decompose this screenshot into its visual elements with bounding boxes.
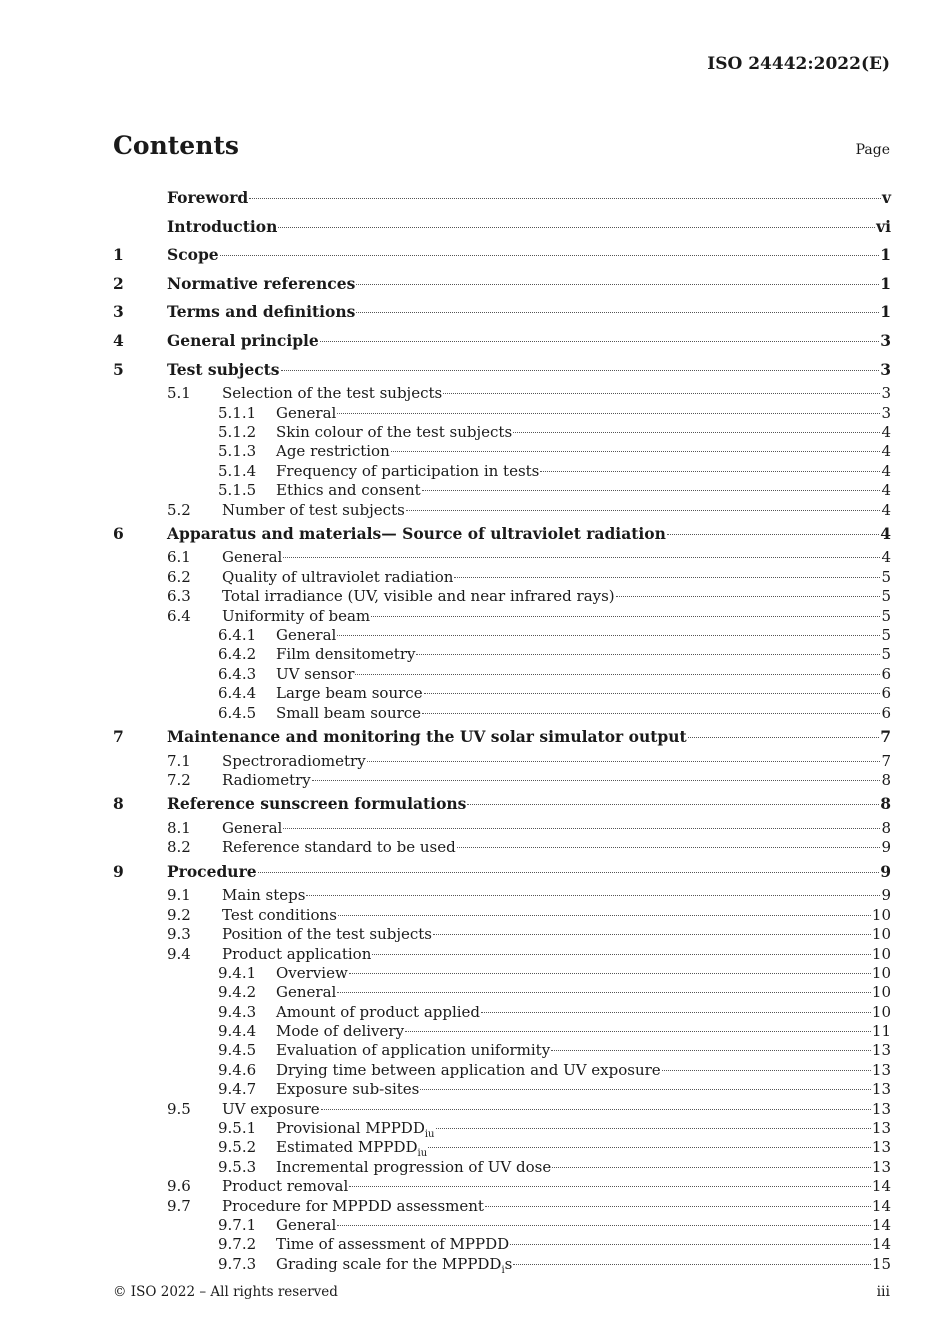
toc-entry-page: 8: [880, 794, 891, 814]
toc-entry-number: 9.5: [167, 1099, 191, 1118]
toc-entry-number: 9.7: [167, 1196, 191, 1215]
dot-leader: [616, 595, 881, 597]
toc-entry[interactable]: [113, 790, 891, 819]
toc-entry-title: Reference standard to be used: [222, 838, 456, 857]
toc-entry-page: 3: [880, 359, 891, 379]
dot-leader: [337, 1224, 871, 1226]
toc-entry-number: 5.1.1: [218, 403, 257, 422]
toc-entry[interactable]: [113, 964, 891, 983]
toc-entry-number: 9.4.2: [218, 983, 257, 1002]
toc-entry-page: 13: [871, 1157, 891, 1176]
toc-entry-number: 6.4.1: [218, 626, 257, 645]
toc-entry[interactable]: [113, 270, 891, 299]
toc-entry-number: 9.4.4: [218, 1022, 257, 1041]
toc-entry-page: 5: [881, 606, 891, 625]
toc-entry-title: Skin colour of the test subjects: [276, 422, 513, 441]
toc-entry-page: 13: [871, 1060, 891, 1079]
toc-entry[interactable]: [113, 548, 891, 567]
toc-entry-number: 6.4.3: [218, 664, 257, 683]
toc-entry-title: Estimated $MPPDD_{iu}$: [276, 1138, 428, 1160]
toc-entry-page: 10: [871, 1002, 891, 1021]
dot-leader: [416, 653, 880, 655]
dot-leader: [422, 712, 880, 714]
dot-leader: [356, 311, 879, 313]
dot-leader: [337, 991, 871, 993]
toc-entry-title: Product application: [222, 944, 372, 963]
toc-entry-page: 9: [881, 886, 891, 905]
toc-entry-page: 4: [881, 422, 891, 441]
toc-entry-title: General: [276, 403, 337, 422]
toc-entry-page: vi: [876, 216, 891, 236]
dot-leader: [349, 1185, 871, 1187]
toc-entry-number: 5.1.4: [218, 461, 257, 480]
toc-entry-number: 9: [113, 861, 124, 881]
toc-entry-page: 13: [871, 1041, 891, 1060]
toc-entry-title: Introduction: [167, 216, 278, 236]
toc-entry-number: 9.4.5: [218, 1041, 257, 1060]
toc-entry-page: 9: [880, 861, 891, 881]
toc-entry-page: v: [881, 188, 891, 207]
dot-leader: [355, 673, 880, 675]
toc-entry[interactable]: [113, 298, 891, 327]
dot-leader: [320, 340, 879, 342]
toc-entry-number: 8: [113, 794, 124, 814]
toc-entry-page: 3: [881, 403, 891, 422]
toc-entry-number: 9.5.2: [218, 1138, 257, 1157]
toc-entry[interactable]: [113, 1138, 891, 1160]
toc-entry-title: General: [222, 818, 283, 837]
toc-entry[interactable]: [113, 1100, 891, 1119]
toc-entry-title: Uniformity of beam: [222, 606, 371, 625]
toc-entry[interactable]: [113, 771, 891, 790]
toc-entry[interactable]: [113, 704, 891, 723]
toc-entry-page: 4: [881, 461, 891, 480]
toc-entry-page: 10: [871, 963, 891, 982]
dot-leader: [552, 1166, 871, 1168]
toc-entry-number: 5.1: [167, 384, 191, 403]
dot-leader: [367, 760, 881, 762]
toc-entry-title: General: [276, 1215, 337, 1234]
dot-leader: [443, 392, 880, 394]
toc-entry-title: Foreword: [167, 188, 249, 207]
toc-entry-title: Age restriction: [276, 442, 390, 461]
toc-entry-title: Quality of ultraviolet radiation: [222, 567, 454, 586]
toc-entry-number: 6.4.4: [218, 684, 257, 703]
dot-leader: [406, 509, 881, 511]
dot-leader: [372, 953, 871, 955]
toc-entry-number: 9.4.1: [218, 963, 257, 982]
toc-entry-page: 5: [881, 645, 891, 664]
toc-entry-title: Incremental progression of UV dose: [276, 1157, 552, 1176]
dot-leader: [391, 450, 881, 452]
toc-entry-number: 9.7.1: [218, 1215, 257, 1234]
toc-entry[interactable]: [113, 184, 891, 213]
toc-entry-page: 13: [871, 1138, 891, 1157]
toc-entry-number: 5.1.5: [218, 481, 257, 500]
toc-entry-number: 9.2: [167, 905, 191, 924]
toc-entry-title: UV exposure: [222, 1099, 320, 1118]
toc-entry-number: 9.4.7: [218, 1080, 257, 1099]
dot-leader: [436, 1127, 871, 1129]
toc-entry-page: 10: [871, 925, 891, 944]
toc-entry-title: Test conditions: [222, 905, 337, 924]
toc-entry-number: 5.2: [167, 500, 191, 519]
toc-entry-number: 6.2: [167, 567, 191, 586]
toc-entry-page: 5: [881, 567, 891, 586]
toc-entry-title: Spectroradiometry: [222, 751, 366, 770]
dot-leader: [312, 779, 881, 781]
toc-entry-page: 5: [881, 587, 891, 606]
toc-entry-title: General: [222, 548, 283, 567]
toc-entry-number: 1: [113, 245, 124, 265]
toc-entry-page: 8: [881, 818, 891, 837]
toc-entry[interactable]: [113, 752, 891, 771]
toc-entry[interactable]: [113, 665, 891, 684]
dot-leader: [481, 1011, 871, 1013]
dot-leader: [278, 226, 875, 228]
toc-entry-title: Reference sunscreen formulations: [167, 794, 467, 814]
toc-entry-number: 7.1: [167, 751, 191, 770]
dot-leader: [467, 803, 879, 805]
toc-entry-number: 6: [113, 523, 124, 543]
toc-entry-page: 4: [881, 481, 891, 500]
toc-entry[interactable]: [113, 645, 891, 664]
toc-entry[interactable]: [113, 462, 891, 481]
dot-leader: [337, 412, 880, 414]
toc-entry-title: Exposure sub-sites: [276, 1080, 420, 1099]
toc-entry-subscript: iu: [417, 1148, 428, 1160]
toc-entry-number: 9.1: [167, 886, 191, 905]
toc-entry-number: 9.7.2: [218, 1235, 257, 1254]
toc-entry-title: General: [276, 983, 337, 1002]
dot-leader: [405, 1030, 871, 1032]
toc-entry-page: 10: [871, 983, 891, 1002]
toc-entry-title: Normative references: [167, 273, 356, 293]
toc-entry-page: 14: [871, 1177, 891, 1196]
toc-entry[interactable]: [113, 1235, 891, 1254]
toc-entry-title: Procedure for MPPDD assessment: [222, 1196, 484, 1215]
toc-entry[interactable]: [113, 607, 891, 626]
toc-entry-number: 9.6: [167, 1177, 191, 1196]
toc-entry-page: 1: [880, 273, 891, 293]
toc-entry-number: 7: [113, 727, 124, 746]
toc-entry-title: Selection of the test subjects: [222, 384, 443, 403]
toc-entry-page: 10: [871, 944, 891, 963]
toc-entry[interactable]: [113, 1061, 891, 1080]
toc-entry[interactable]: [113, 442, 891, 461]
toc-entry-title: Large beam source: [276, 684, 423, 703]
toc-entry[interactable]: [113, 587, 891, 606]
toc-entry-title: Terms and definitions: [167, 302, 356, 322]
toc-entry-page: 8: [881, 770, 891, 789]
dot-leader: [283, 827, 880, 829]
toc-entry[interactable]: [113, 1022, 891, 1041]
toc-entry-page: 15: [871, 1254, 891, 1273]
toc-entry-page: 13: [871, 1119, 891, 1138]
toc-entry[interactable]: [113, 723, 891, 752]
toc-entry-page: 14: [871, 1196, 891, 1215]
toc-entry-number: 9.7.3: [218, 1254, 257, 1273]
toc-entry-subscript: i: [501, 1264, 505, 1276]
toc-entry-title: Overview: [276, 963, 348, 982]
toc-entry-title: Drying time between application and UV exposure: [276, 1060, 661, 1079]
toc-entry[interactable]: [113, 327, 891, 356]
dot-leader: [283, 556, 880, 558]
toc-entry[interactable]: [113, 1177, 891, 1196]
toc-entry[interactable]: [113, 423, 891, 442]
dot-leader: [667, 533, 879, 535]
page-number: iii: [876, 1284, 890, 1300]
toc-entry-title: Amount of product applied: [276, 1002, 481, 1021]
toc-entry-title: Time of assessment of MPPDD: [276, 1235, 510, 1254]
toc-entry-number: 6.4.5: [218, 703, 257, 722]
dot-leader: [454, 576, 880, 578]
toc-entry-title: Total irradiance (UV, visible and near infrared rays): [222, 587, 615, 606]
toc-entry[interactable]: [113, 356, 891, 385]
dot-leader: [371, 615, 880, 617]
toc-entry[interactable]: [113, 501, 891, 520]
toc-entry[interactable]: [113, 838, 891, 857]
document-id: ISO 24442:2022(E): [707, 54, 890, 74]
toc-entry-title: Evaluation of application uniformity: [276, 1041, 551, 1060]
toc-entry[interactable]: [113, 1216, 891, 1235]
toc-entry-number: 5: [113, 359, 124, 379]
toc-entry-page: 4: [881, 500, 891, 519]
toc-entry-number: 6.1: [167, 548, 191, 567]
dot-leader: [433, 933, 871, 935]
toc-entry[interactable]: [113, 1119, 891, 1141]
toc-entry-title: Position of the test subjects: [222, 925, 432, 944]
toc-entry-title: Procedure: [167, 861, 257, 881]
toc-entry[interactable]: [113, 925, 891, 944]
dot-leader: [420, 1088, 871, 1090]
dot-leader: [510, 1243, 871, 1245]
toc-entry-page: 5: [881, 626, 891, 645]
dot-leader: [258, 871, 880, 873]
toc-entry[interactable]: [113, 626, 891, 645]
toc-entry-title: Frequency of participation in tests: [276, 461, 540, 480]
toc-entry-page: 4: [881, 442, 891, 461]
toc-entry-title: Number of test subjects: [222, 500, 405, 519]
page-column-label: Page: [855, 142, 890, 158]
toc-entry-number: 6.3: [167, 587, 191, 606]
toc-entry[interactable]: [113, 568, 891, 587]
dot-leader: [306, 894, 880, 896]
toc-entry-title: Apparatus and materials— Source of ultraviolet radiation: [167, 523, 666, 543]
toc-entry-number: 9.5.3: [218, 1157, 257, 1176]
dot-leader: [485, 1205, 871, 1207]
toc-entry-page: 1: [880, 245, 891, 265]
toc-entry[interactable]: [113, 983, 891, 1002]
dot-leader: [513, 1263, 871, 1265]
toc-entry-title: Mode of delivery: [276, 1022, 405, 1041]
dot-leader: [220, 254, 880, 256]
dot-leader: [281, 369, 880, 371]
toc-entry-page: 7: [880, 727, 891, 746]
toc-entry[interactable]: [113, 858, 891, 887]
toc-entry-title: Small beam source: [276, 703, 422, 722]
copyright-footer: © ISO 2022 – All rights reserved: [113, 1284, 338, 1300]
toc-entry[interactable]: [113, 481, 891, 500]
toc-entry-number: 8.1: [167, 818, 191, 837]
toc-entry[interactable]: [113, 384, 891, 403]
toc-entry[interactable]: [113, 1080, 891, 1099]
toc-entry-page: 1: [880, 302, 891, 322]
toc-entry-page: 6: [881, 684, 891, 703]
toc-entry-title: General: [276, 626, 337, 645]
toc-entry-title: Main steps: [222, 886, 306, 905]
toc-entry[interactable]: [113, 1003, 891, 1022]
toc-entry-page: 9: [881, 838, 891, 857]
dot-leader: [688, 736, 880, 738]
toc-entry-number: 7.2: [167, 770, 191, 789]
toc-entry-number: 9.3: [167, 925, 191, 944]
toc-entry-title: Scope: [167, 245, 219, 265]
toc-entry-number: 6.4: [167, 606, 191, 625]
toc-entry[interactable]: [113, 886, 891, 905]
toc-entry-number: 8.2: [167, 838, 191, 857]
toc-entry[interactable]: [113, 520, 891, 549]
toc-entry-number: 3: [113, 302, 124, 322]
toc-entry-title: Film densitometry: [276, 645, 416, 664]
toc-entry-page: 14: [871, 1235, 891, 1254]
dot-leader: [662, 1069, 871, 1071]
toc-entry-page: 11: [871, 1022, 891, 1041]
toc-entry-title: Product removal: [222, 1177, 349, 1196]
toc-entry[interactable]: [113, 1041, 891, 1060]
dot-leader: [428, 1146, 871, 1148]
toc-entry-page: 6: [881, 664, 891, 683]
toc-entry-number: 4: [113, 330, 124, 350]
toc-entry-page: 6: [881, 703, 891, 722]
toc-entry-subscript: iu: [424, 1129, 435, 1141]
toc-entry[interactable]: [113, 1255, 891, 1274]
table-of-contents: [113, 184, 891, 1274]
toc-entry[interactable]: [113, 906, 891, 925]
toc-entry[interactable]: [113, 241, 891, 270]
toc-entry-title: Provisional $MPPDD_{iu}$: [276, 1119, 435, 1141]
toc-entry-title: Ethics and consent: [276, 481, 421, 500]
dot-leader: [321, 1108, 871, 1110]
toc-entry-title: General principle: [167, 330, 319, 350]
toc-entry-number: 2: [113, 273, 124, 293]
toc-entry-number: 9.4.6: [218, 1060, 257, 1079]
toc-entry-number: 9.4.3: [218, 1002, 257, 1021]
toc-entry-page: 13: [871, 1099, 891, 1118]
dot-leader: [356, 283, 879, 285]
toc-entry-page: 13: [871, 1080, 891, 1099]
toc-entry[interactable]: [113, 404, 891, 423]
contents-title: Contents: [113, 131, 240, 160]
toc-entry-title: Grading scale for the $MPPDD_is$: [276, 1254, 513, 1276]
toc-entry-title: Test subjects: [167, 359, 280, 379]
toc-entry-number: 5.1.2: [218, 422, 257, 441]
toc-entry[interactable]: [113, 213, 891, 242]
toc-entry-page: 7: [881, 751, 891, 770]
toc-entry[interactable]: [113, 945, 891, 964]
dot-leader: [551, 1049, 871, 1051]
toc-entry-page: 14: [871, 1215, 891, 1234]
toc-entry-number: 6.4.2: [218, 645, 257, 664]
toc-entry[interactable]: [113, 684, 891, 703]
dot-leader: [540, 470, 880, 472]
toc-entry-title: Radiometry: [222, 770, 311, 789]
toc-entry-number: 9.4: [167, 944, 191, 963]
toc-entry-number: 9.5.1: [218, 1119, 257, 1138]
dot-leader: [338, 914, 871, 916]
dot-leader: [457, 846, 881, 848]
toc-entry-title: UV sensor: [276, 664, 355, 683]
toc-entry-page: 10: [871, 905, 891, 924]
dot-leader: [424, 692, 881, 694]
toc-entry-page: 4: [881, 548, 891, 567]
toc-entry-page: 4: [880, 523, 891, 543]
dot-leader: [249, 197, 881, 199]
dot-leader: [422, 489, 881, 491]
dot-leader: [337, 634, 880, 636]
toc-entry-page: 3: [881, 384, 891, 403]
dot-leader: [349, 972, 871, 974]
toc-entry-page: 3: [880, 330, 891, 350]
toc-entry-number: 5.1.3: [218, 442, 257, 461]
toc-entry-title: Maintenance and monitoring the UV solar simulator output: [167, 727, 687, 746]
toc-entry[interactable]: [113, 819, 891, 838]
dot-leader: [513, 431, 880, 433]
toc-entry[interactable]: [113, 1158, 891, 1177]
toc-entry[interactable]: [113, 1197, 891, 1216]
